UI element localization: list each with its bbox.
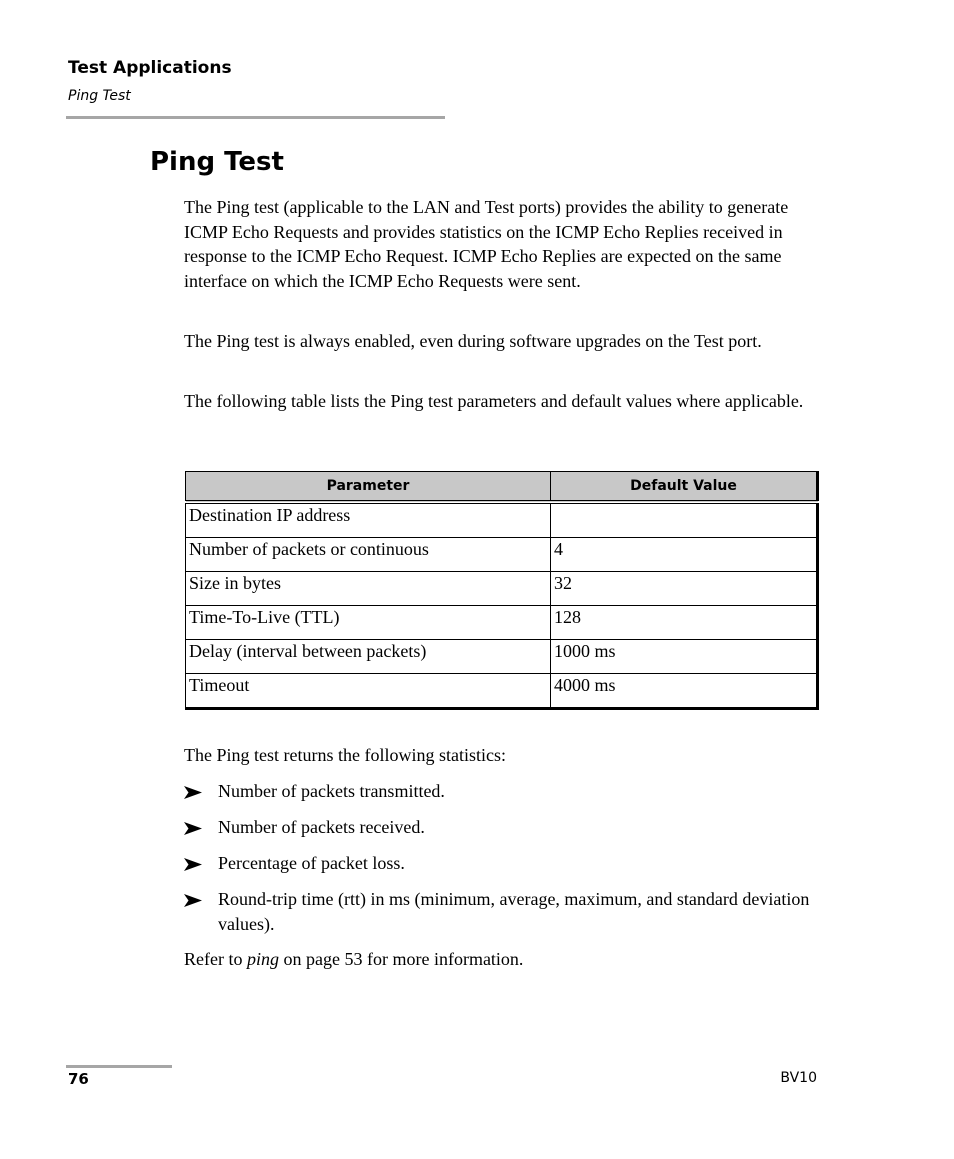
cell-default: [551, 502, 818, 538]
page-number: 76: [68, 1070, 89, 1088]
footer-divider: [66, 1065, 172, 1068]
table-row: [186, 640, 818, 674]
refer-prefix: Refer to: [184, 949, 247, 969]
arrow-bullet-icon: [184, 894, 202, 907]
refer-suffix: on page 53 for more information.: [279, 949, 524, 969]
running-header: [68, 57, 232, 105]
intro-text: The Ping test (applicable to the LAN and Test ports) provides the ability to generate ICMP Echo Requests and provides statistics on the ICMP Echo Replies received in response to the ICMP Echo Request. ICMP Echo Replies are expected on the same interface on which the ICMP Echo Requests were sent.: [184, 197, 789, 291]
ping-reference-link[interactable]: ping: [246, 949, 279, 969]
cell-parameter: Size in bytes: [186, 572, 551, 606]
table-row: [186, 606, 818, 640]
intro-paragraph: [184, 195, 824, 293]
cell-parameter: Number of packets or continuous: [186, 538, 551, 572]
list-item-text: Round-trip time (rtt) in ms (minimum, average, maximum, and standard deviation values).: [218, 889, 810, 934]
list-item: [184, 815, 824, 840]
arrow-bullet-icon: [184, 822, 202, 835]
table-row: [186, 538, 818, 572]
document-code: BV10: [780, 1070, 817, 1086]
list-item: [184, 887, 824, 936]
parameters-table: [185, 471, 819, 710]
statistics-intro-text: The Ping test returns the following statistics:: [184, 745, 506, 765]
cell-default: 4: [551, 538, 818, 572]
cell-default: 128: [551, 606, 818, 640]
cell-parameter: Destination IP address: [186, 502, 551, 538]
header-default-value: Default Value: [551, 472, 818, 503]
header-parameter: Parameter: [186, 472, 551, 503]
cell-parameter: Time-To-Live (TTL): [186, 606, 551, 640]
list-item: [184, 851, 824, 876]
table-intro-paragraph: [184, 389, 824, 414]
refer-text: [184, 947, 824, 972]
enabled-paragraph: [184, 329, 824, 354]
list-item: [184, 779, 824, 804]
table-intro-text: The following table lists the Ping test parameters and default values where applicable.: [184, 391, 804, 411]
table-row: [186, 674, 818, 709]
header-divider: [66, 116, 445, 119]
cell-default: 4000 ms: [551, 674, 818, 709]
table-row: [186, 572, 818, 606]
table-row: [186, 502, 818, 538]
cell-parameter: Delay (interval between packets): [186, 640, 551, 674]
page-title: Ping Test: [150, 147, 284, 177]
refer-paragraph: [184, 947, 824, 972]
header-subsection: Ping Test: [68, 88, 131, 104]
cell-parameter: Timeout: [186, 674, 551, 709]
statistics-list: [184, 779, 824, 948]
arrow-bullet-icon: [184, 786, 202, 799]
enabled-text: The Ping test is always enabled, even during software upgrades on the Test port.: [184, 331, 762, 351]
cell-default: 32: [551, 572, 818, 606]
list-item-text: Number of packets received.: [218, 817, 425, 837]
statistics-intro: [184, 743, 824, 768]
arrow-bullet-icon: [184, 858, 202, 871]
list-item-text: Number of packets transmitted.: [218, 781, 445, 801]
list-item-text: Percentage of packet loss.: [218, 853, 405, 873]
cell-default: 1000 ms: [551, 640, 818, 674]
table-header-row: [186, 472, 818, 503]
header-section: Test Applications: [68, 58, 232, 78]
